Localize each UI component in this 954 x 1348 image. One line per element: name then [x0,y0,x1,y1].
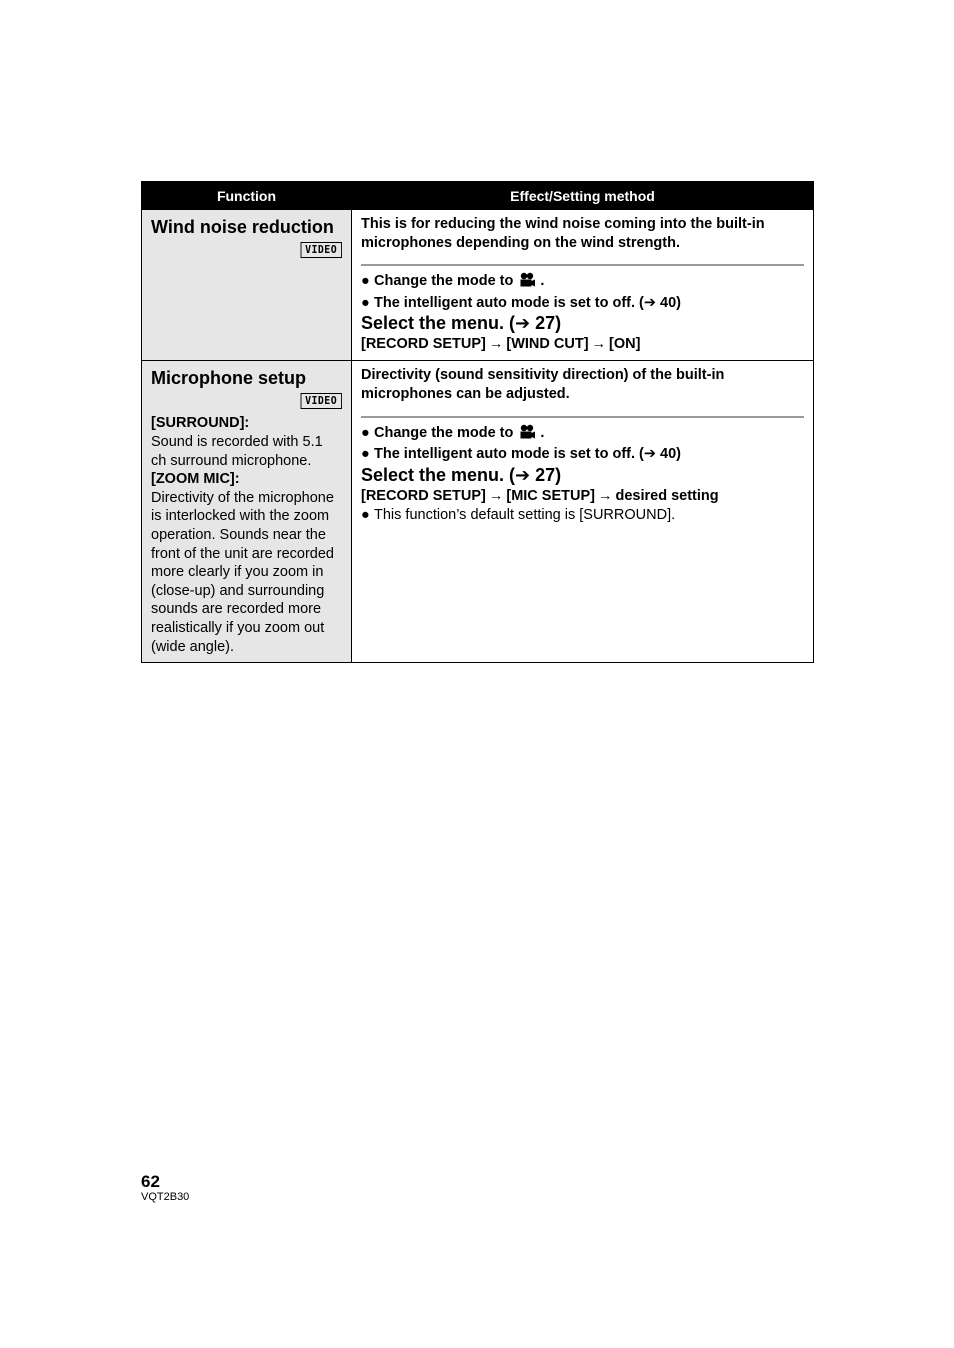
list-item: ● The intelligent auto mode is set to off. (➔ 40) [361,294,681,311]
bullet-icon: ● [361,294,370,311]
motion-picture-camera-icon [519,424,536,446]
function-cell [142,361,352,663]
list-item: ● This function’s default setting is [SURROUND]. [361,506,676,523]
divider [361,416,804,418]
function-description [151,414,342,656]
effect-cell [352,361,814,663]
motion-picture-camera-icon [519,272,536,294]
surround-text: Sound is recorded with 5.1 ch surround microphone. [151,433,323,469]
table-header-row [142,182,814,210]
function-cell [142,210,352,361]
function-title: Microphone setup [151,368,307,389]
divider [361,264,804,266]
list-item: ● The intelligent auto mode is set to off. (➔ 40) [361,446,681,463]
video-mode-badge: VIDEO [301,393,342,409]
effect-cell [352,210,814,361]
menu-path: [RECORD SETUP] → [WIND CUT] → [ON] [361,336,641,353]
select-menu-instruction: Select the menu. (➔ 27) [361,464,562,485]
list-item: ● Change the mode to . [361,272,804,294]
select-menu-instruction: Select the menu. (➔ 27) [361,313,562,334]
bullet-icon: ● [361,446,370,463]
menu-path: [RECORD SETUP] → [MIC SETUP] → desired setting [361,487,719,504]
bullet-icon: ● [361,273,370,290]
function-table [141,181,814,663]
model-code: VQT2B30 [141,1191,190,1203]
table-row-microphone-setup [142,361,814,663]
page-number: 62 [141,1172,160,1191]
zoom-mic-text: Directivity of the microphone is interlocked with the zoom operation. Sounds near the front of the unit are recorded more clearly if you zoom in (close-up) and surrounding sounds are recorded more realistically if you zoom out (wide angle). [151,489,334,655]
header-function: Function [142,182,352,210]
zoom-mic-label: [ZOOM MIC]: [151,471,240,488]
bullet-icon: ● [361,506,370,523]
table-row-wind-noise [142,210,814,361]
list-item: ● Change the mode to . [361,424,804,446]
bullet-icon: ● [361,424,370,441]
video-mode-badge: VIDEO [301,242,342,258]
function-title: Wind noise reduction [151,217,334,237]
effect-description: This is for reducing the wind noise coming into the built-in microphones depending on the wind strength. [361,216,765,251]
header-effect: Effect/Setting method [352,182,814,210]
effect-description: Directivity (sound sensitivity direction) of the built-in microphones can be adjusted. [361,367,725,402]
surround-label: [SURROUND]: [151,415,250,432]
